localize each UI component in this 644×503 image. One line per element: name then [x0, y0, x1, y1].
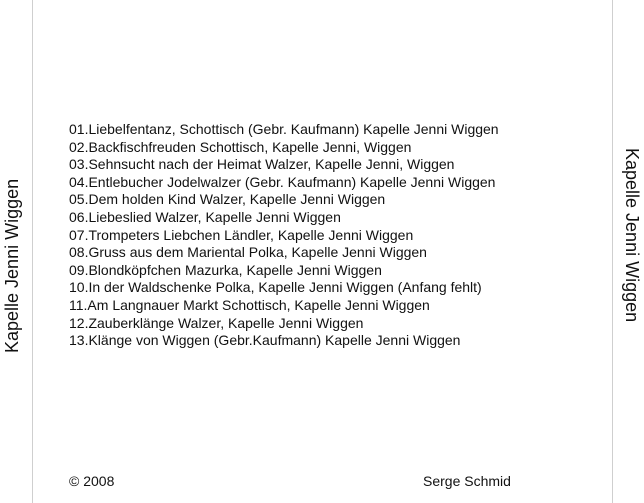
- track-item: 09.Blondköpfchen Mazurka, Kapelle Jenni Wiggen: [69, 261, 382, 278]
- track-item: 12.Zauberklänge Walzer, Kapelle Jenni Wiggen: [69, 314, 364, 331]
- track-item: 01.Liebelfentanz, Schottisch (Gebr. Kaufmann) Kapelle Jenni Wiggen: [69, 121, 499, 137]
- copyright-text: © 2008: [69, 473, 115, 489]
- author-name: Serge Schmid: [423, 473, 511, 489]
- right-fold-line: [612, 0, 613, 503]
- track-item: 10.In der Waldschenke Polka, Kapelle Jenni Wiggen (Anfang fehlt): [69, 279, 482, 296]
- left-fold-line: [32, 0, 33, 503]
- right-spine-title: Kapelle Jenni Wiggen: [622, 148, 642, 323]
- left-spine-title: Kapelle Jenni Wiggen: [2, 178, 22, 353]
- track-item: 04.Entlebucher Jodelwalzer (Gebr. Kaufmann) Kapelle Jenni Wiggen: [69, 173, 496, 190]
- track-item: 03.Sehnsucht nach der Heimat Walzer, Kapelle Jenni, Wiggen: [69, 156, 455, 173]
- track-item: 11.Am Langnauer Markt Schottisch, Kapelle Jenni Wiggen: [69, 296, 430, 313]
- track-item: 02.Backfischfreuden Schottisch, Kapelle Jenni, Wiggen: [69, 138, 412, 155]
- track-item: 13.Klänge von Wiggen (Gebr.Kaufmann) Kapelle Jenni Wiggen: [69, 332, 461, 349]
- track-item: 07.Trompeters Liebchen Ländler, Kapelle Jenni Wiggen: [69, 226, 414, 243]
- track-item: 08.Gruss aus dem Mariental Polka, Kapelle Jenni Wiggen: [69, 244, 427, 261]
- track-item: 05.Dem holden Kind Walzer, Kapelle Jenni Wiggen: [69, 191, 386, 208]
- track-list: [69, 121, 499, 350]
- track-item: 06.Liebeslied Walzer, Kapelle Jenni Wiggen: [69, 208, 341, 225]
